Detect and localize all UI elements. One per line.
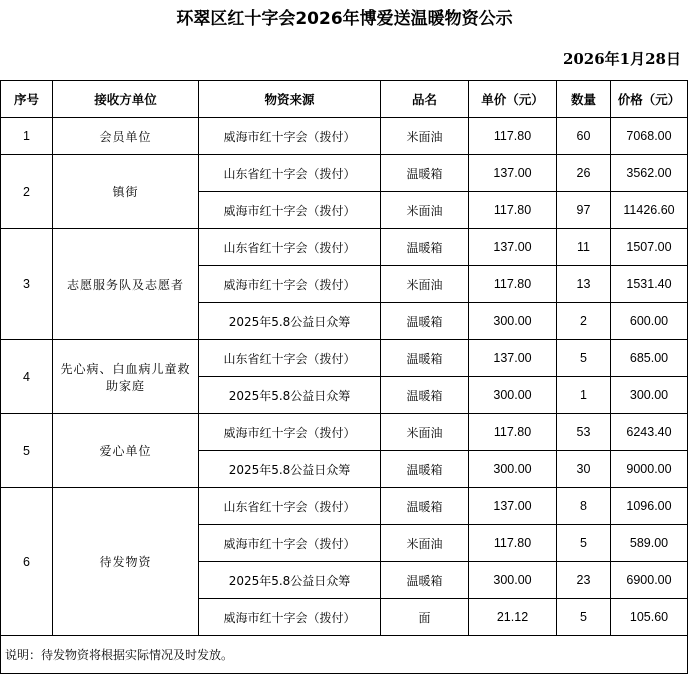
cell-qty: 8	[557, 488, 611, 525]
cell-price: 300.00	[611, 377, 688, 414]
cell-item: 面	[381, 599, 469, 636]
table-body	[1, 118, 688, 636]
cell-item: 温暖箱	[381, 229, 469, 266]
cell-recipient: 爱心单位	[53, 414, 199, 488]
cell-item: 米面油	[381, 192, 469, 229]
cell-price: 7068.00	[611, 118, 688, 155]
cell-source: 威海市红十字会（拨付）	[199, 266, 381, 303]
cell-price: 1531.40	[611, 266, 688, 303]
cell-source: 威海市红十字会（拨付）	[199, 118, 381, 155]
header-qty: 数量	[557, 81, 611, 118]
table-row	[1, 414, 688, 451]
table-row	[1, 229, 688, 266]
publish-date: 2026年1月28日	[562, 50, 681, 68]
cell-price: 600.00	[611, 303, 688, 340]
cell-seq: 2	[1, 155, 53, 229]
cell-qty: 5	[557, 599, 611, 636]
cell-qty: 1	[557, 377, 611, 414]
cell-qty: 53	[557, 414, 611, 451]
cell-price: 6900.00	[611, 562, 688, 599]
cell-unit-price: 300.00	[469, 303, 557, 340]
cell-price: 589.00	[611, 525, 688, 562]
cell-unit-price: 300.00	[469, 562, 557, 599]
cell-source: 威海市红十字会（拨付）	[199, 192, 381, 229]
cell-price: 3562.00	[611, 155, 688, 192]
cell-item: 温暖箱	[381, 562, 469, 599]
cell-seq: 6	[1, 488, 53, 636]
cell-qty: 97	[557, 192, 611, 229]
cell-recipient: 志愿服务队及志愿者	[53, 229, 199, 340]
cell-recipient: 先心病、白血病儿童救助家庭	[53, 340, 199, 414]
table-header-row	[1, 81, 688, 118]
cell-qty: 5	[557, 340, 611, 377]
header-item: 品名	[381, 81, 469, 118]
cell-unit-price: 117.80	[469, 118, 557, 155]
cell-source: 威海市红十字会（拨付）	[199, 599, 381, 636]
cell-price: 1096.00	[611, 488, 688, 525]
cell-unit-price: 137.00	[469, 155, 557, 192]
cell-recipient: 待发物资	[53, 488, 199, 636]
cell-qty: 30	[557, 451, 611, 488]
note-text: 说明：待发物资将根据实际情况及时发放。	[1, 636, 688, 674]
cell-item: 温暖箱	[381, 451, 469, 488]
cell-seq: 5	[1, 414, 53, 488]
cell-source: 山东省红十字会（拨付）	[199, 229, 381, 266]
cell-source: 2025年5.8公益日众筹	[199, 303, 381, 340]
cell-source: 2025年5.8公益日众筹	[199, 451, 381, 488]
header-seq: 序号	[1, 81, 53, 118]
cell-price: 1507.00	[611, 229, 688, 266]
cell-unit-price: 117.80	[469, 192, 557, 229]
cell-qty: 2	[557, 303, 611, 340]
table-row	[1, 340, 688, 377]
cell-item: 米面油	[381, 525, 469, 562]
header-source: 物资来源	[199, 81, 381, 118]
cell-item: 温暖箱	[381, 303, 469, 340]
cell-source: 2025年5.8公益日众筹	[199, 377, 381, 414]
header-recipient: 接收方单位	[53, 81, 199, 118]
cell-source: 山东省红十字会（拨付）	[199, 155, 381, 192]
cell-qty: 26	[557, 155, 611, 192]
cell-price: 9000.00	[611, 451, 688, 488]
cell-item: 温暖箱	[381, 488, 469, 525]
cell-qty: 60	[557, 118, 611, 155]
cell-unit-price: 21.12	[469, 599, 557, 636]
cell-price: 11426.60	[611, 192, 688, 229]
header-price: 价格（元）	[611, 81, 688, 118]
cell-unit-price: 137.00	[469, 229, 557, 266]
cell-item: 米面油	[381, 266, 469, 303]
cell-seq: 3	[1, 229, 53, 340]
allocation-table	[0, 80, 688, 674]
cell-recipient: 会员单位	[53, 118, 199, 155]
header-unit-price: 单价（元）	[469, 81, 557, 118]
table-row	[1, 155, 688, 192]
cell-qty: 5	[557, 525, 611, 562]
cell-item: 米面油	[381, 414, 469, 451]
note-row	[1, 636, 688, 674]
cell-source: 山东省红十字会（拨付）	[199, 340, 381, 377]
cell-unit-price: 300.00	[469, 377, 557, 414]
cell-item: 温暖箱	[381, 377, 469, 414]
cell-unit-price: 137.00	[469, 488, 557, 525]
cell-source: 山东省红十字会（拨付）	[199, 488, 381, 525]
cell-unit-price: 300.00	[469, 451, 557, 488]
document-title: 环翠区红十字会2026年博爱送温暖物资公示	[176, 9, 513, 29]
cell-qty: 23	[557, 562, 611, 599]
table-row	[1, 488, 688, 525]
cell-qty: 11	[557, 229, 611, 266]
cell-source: 威海市红十字会（拨付）	[199, 525, 381, 562]
cell-price: 685.00	[611, 340, 688, 377]
cell-seq: 1	[1, 118, 53, 155]
cell-unit-price: 117.80	[469, 525, 557, 562]
cell-price: 6243.40	[611, 414, 688, 451]
cell-unit-price: 117.80	[469, 266, 557, 303]
cell-qty: 13	[557, 266, 611, 303]
cell-item: 温暖箱	[381, 155, 469, 192]
cell-unit-price: 117.80	[469, 414, 557, 451]
cell-recipient: 镇街	[53, 155, 199, 229]
table-row	[1, 118, 688, 155]
cell-unit-price: 137.00	[469, 340, 557, 377]
cell-item: 温暖箱	[381, 340, 469, 377]
cell-price: 105.60	[611, 599, 688, 636]
cell-source: 2025年5.8公益日众筹	[199, 562, 381, 599]
cell-seq: 4	[1, 340, 53, 414]
cell-item: 米面油	[381, 118, 469, 155]
cell-source: 威海市红十字会（拨付）	[199, 414, 381, 451]
